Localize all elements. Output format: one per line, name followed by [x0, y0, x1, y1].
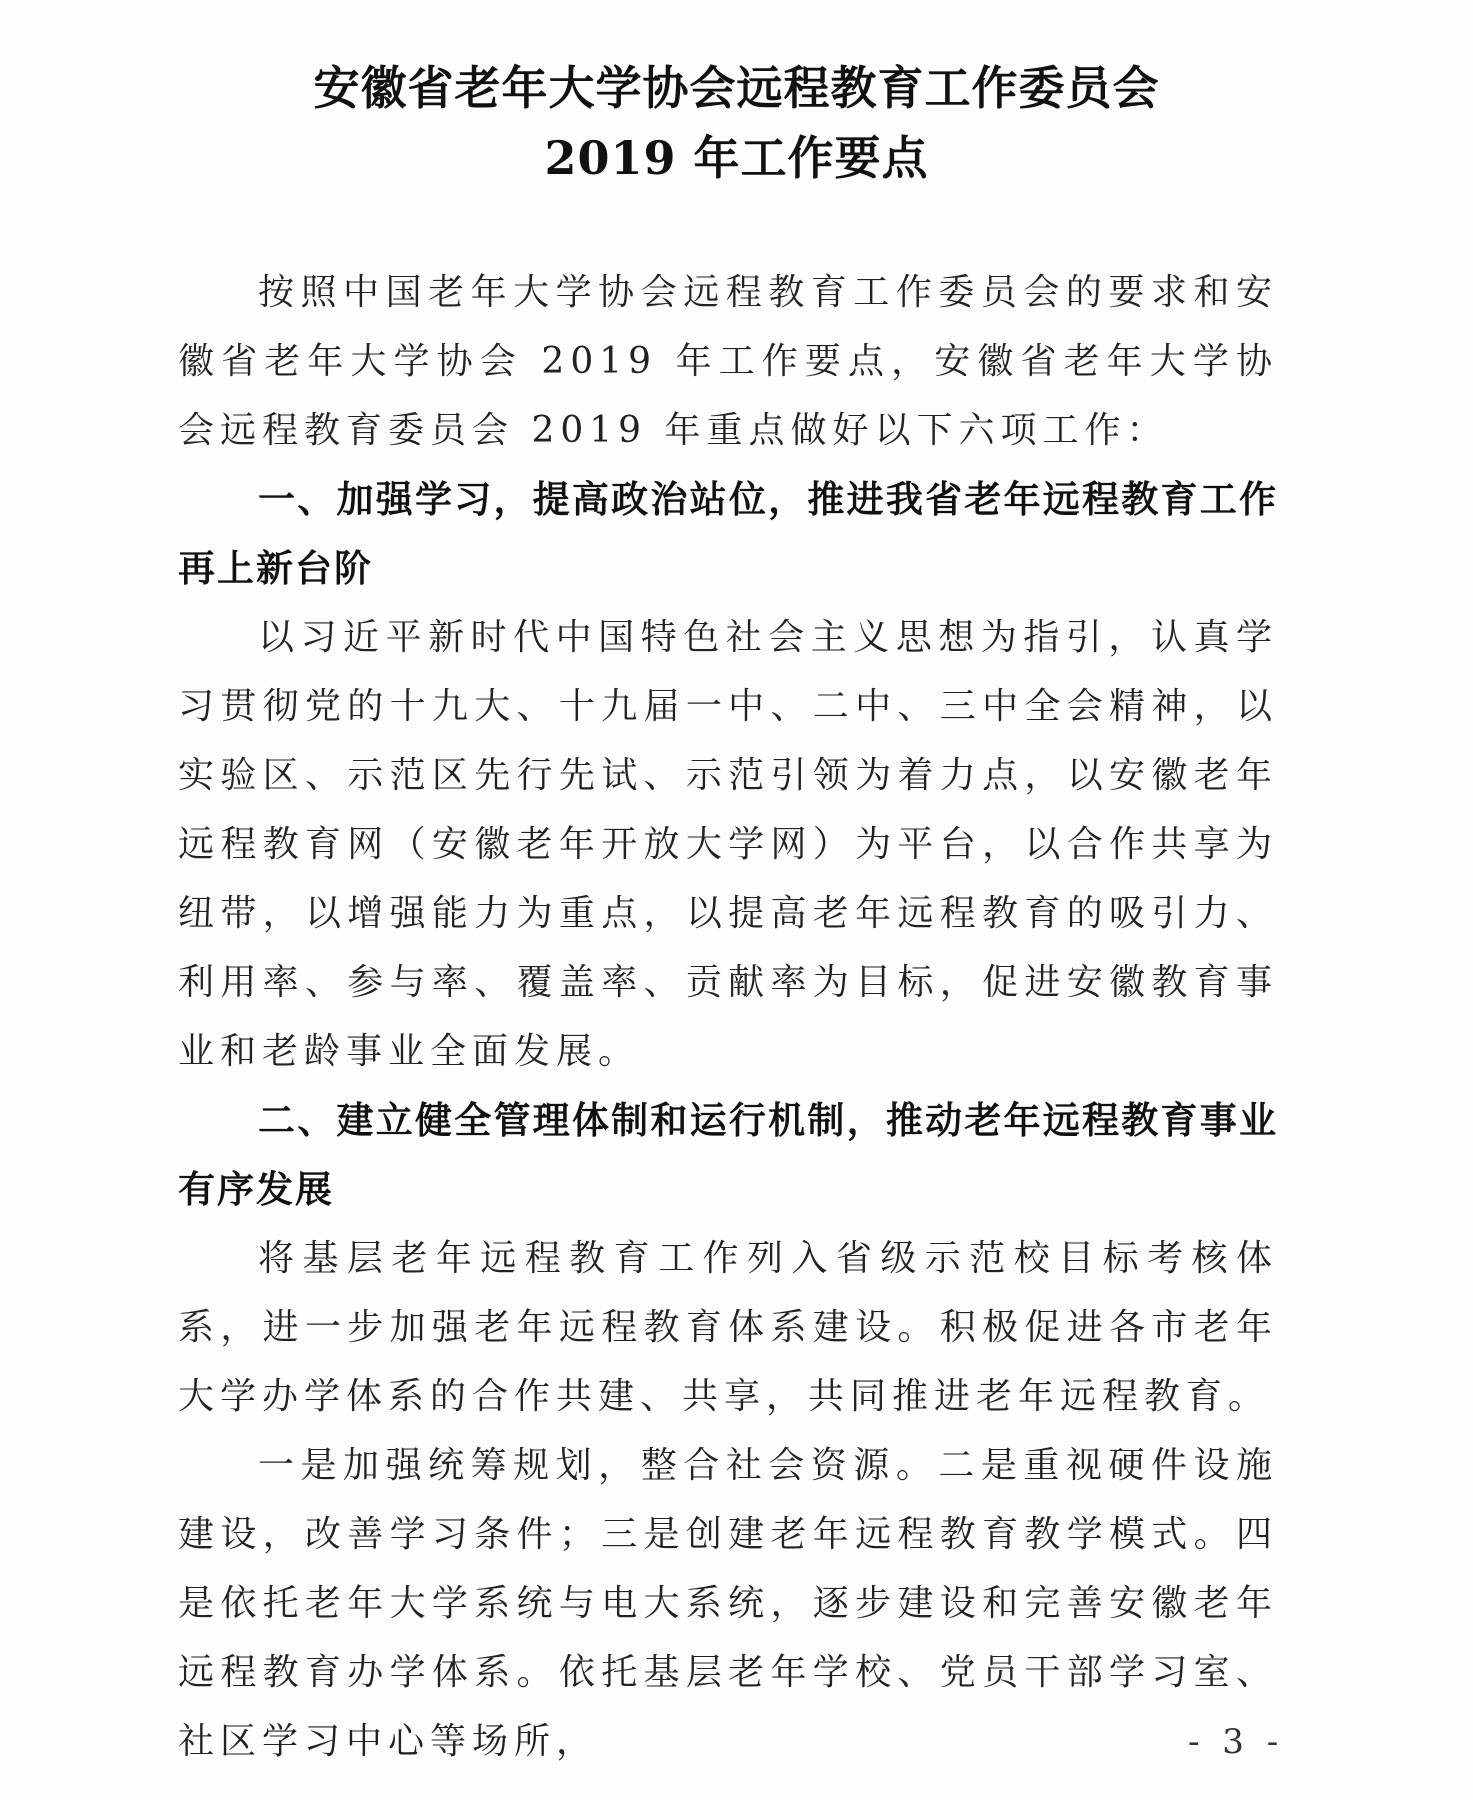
section-2-heading: 二、建立健全管理体制和运行机制，推动老年远程教育事业有序发展 — [178, 1098, 1278, 1211]
document-title-line2: 2019 年工作要点 — [544, 131, 929, 185]
document-title-line1: 安徽省老年大学协会远程教育工作委员会 — [313, 61, 1160, 115]
section-1-heading: 一、加强学习，提高政治站位，推进我省老年远程教育工作再上新台阶 — [178, 477, 1278, 590]
page-number: - 3 - — [1188, 1722, 1285, 1762]
document-body — [178, 258, 1278, 1776]
section-2-paragraph-1: 将基层老年远程教育工作列入省级示范校目标考核体系，进一步加强老年远程教育体系建设。积极促进各市老年大学办学体系的合作共建、共享，共同推进老年远程教育。 — [178, 1238, 1278, 1417]
section-1-paragraph-1: 以习近平新时代中国特色社会主义思想为指引，认真学习贯彻党的十九大、十九届一中、二中、三中全会精神，以实验区、示范区先行先试、示范引领为着力点，以安徽老年远程教育网（安徽老年开放大学网）为平台，以合作共享为纽带，以增强能力为重点，以提高老年远程教育的吸引力、利用率、参与率、覆盖率、贡献率为目标，促进安徽教育事业和老龄事业全面发展。 — [178, 617, 1278, 1072]
intro-paragraph: 按照中国老年大学协会远程教育工作委员会的要求和安徽省老年大学协会 2019 年工作要点，安徽省老年大学协会远程教育委员会 2019 年重点做好以下六项工作： — [178, 272, 1278, 451]
section-2-paragraph-2: 一是加强统筹规划，整合社会资源。二是重视硬件设施建设，改善学习条件；三是创建老年远程教育教学模式。四是依托老年大学系统与电大系统，逐步建设和完善安徽老年远程教育办学体系。依托基层老年学校、党员干部学习室、社区学习中心等场所， — [178, 1445, 1278, 1762]
